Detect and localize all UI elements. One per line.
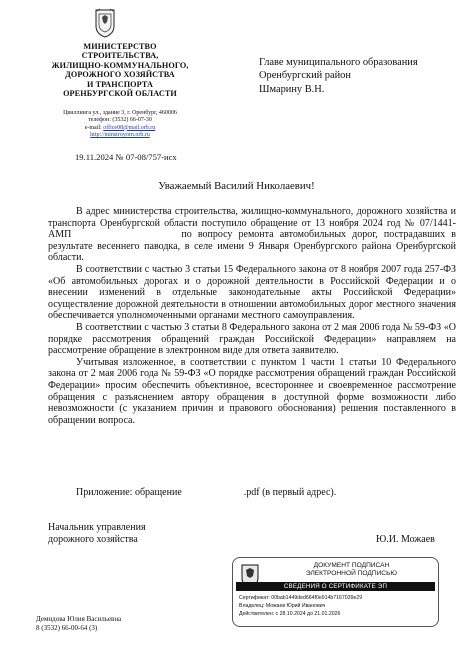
ministry-line: ЖИЛИЩНО-КОММУНАЛЬНОГО, bbox=[51, 60, 189, 70]
attachment-label: Приложение: обращение bbox=[76, 487, 182, 498]
addressee-block bbox=[259, 56, 418, 96]
addressee-line: Оренбургский район bbox=[259, 70, 351, 82]
ministry-line: ДОРОЖНОГО ХОЗЯЙСТВА bbox=[65, 70, 175, 80]
paragraph-1 bbox=[48, 206, 456, 264]
executor-phone: 8 (3532) 66-00-64 (3) bbox=[36, 624, 98, 632]
website-link[interactable]: http://minstroyorn.orb.ru bbox=[90, 131, 150, 138]
ministry-line: СТРОИТЕЛЬСТВА, bbox=[81, 51, 159, 61]
attachment-suffix: .pdf (в первый адрес). bbox=[243, 487, 337, 498]
executor-name: Демидова Юлия Васильевна bbox=[36, 615, 122, 623]
ministry-email-row bbox=[40, 125, 200, 132]
greeting: Уважаемый Василий Николаевич! bbox=[158, 180, 315, 192]
stamp-title bbox=[269, 562, 434, 578]
ministry-contacts bbox=[40, 110, 200, 139]
ministry-line: И ТРАНСПОРТА bbox=[86, 79, 154, 89]
stamp-certificate-bar: СВЕДЕНИЯ О СЕРТИФИКАТЕ ЭП bbox=[236, 582, 435, 591]
position-line: дорожного хозяйства bbox=[48, 534, 138, 546]
paragraph-2: В соответствии с частью 3 статьи 15 Федерального закона от 8 ноября 2007 года 257-ФЗ «Об автомобильных дорогах и о дорожной деятельности в Российской Федерации и о внесении изменений в отдельные законодательные акты Российской Федерации» осуществление дорожной деятельности в отношении автомобильных дорог местного значения обеспечивается уполномоченными органами местного самоуправления. bbox=[48, 263, 456, 322]
attachment-line bbox=[76, 487, 336, 498]
stamp-validity: Действителен: с 28.10.2024 до 21.01.2026 bbox=[239, 611, 341, 618]
executor-info bbox=[36, 615, 121, 633]
addressee-line: Шмарину В.Н. bbox=[259, 83, 325, 95]
signatory-name: Ю.И. Можаев bbox=[376, 534, 435, 545]
ministry-name bbox=[28, 42, 212, 98]
stamp-details bbox=[239, 594, 435, 619]
position-line: Начальник управления bbox=[48, 522, 146, 533]
paragraph-1-start: В адрес министерства строительства, жилищно-коммунального, дорожного хозяйства и транспорта Оренбургской области поступило обращение от 13 ноября 2024 год № 07/1441-АМП bbox=[48, 206, 456, 241]
email-label: e-mail: bbox=[84, 124, 104, 131]
ministry-line: МИНИСТЕРСТВО bbox=[83, 42, 157, 51]
paragraph-1-end: по вопросу ремонта автомобильных дорог, пострадавших в результате весеннего паводка, в селе имени 9 Января Оренбургского района Оренбургской области. bbox=[48, 229, 456, 264]
ministry-line: ОРЕНБУРГСКОЙ ОБЛАСТИ bbox=[63, 89, 177, 99]
stamp-title-line: ДОКУМЕНТ ПОДПИСАН bbox=[313, 562, 390, 569]
ministry-phone: телефон: (3532) 66-07-30 bbox=[88, 117, 152, 124]
registration-number: 19.11.2024 № 07-08/757-исх bbox=[75, 152, 177, 162]
letter-body bbox=[48, 206, 456, 426]
paragraph-4: Учитывая изложенное, в соответствии с пунктом 1 части 1 статьи 10 Федерального закона от 2 мая 2006 года № 59-ФЗ «О порядке рассмотрения обращений граждан Российской Федерации» просим обеспечить объективное, всестороннее и своевременное рассмотрение обращения с разъяснением автору обращения в доступной форме возможности либо невозможности (с указанием причин и правового обоснования) решения поставленного в обращении вопроса. bbox=[48, 356, 456, 426]
signatory-position bbox=[48, 522, 146, 547]
email-link[interactable]: office08@mail.orb.ru bbox=[103, 124, 156, 131]
paragraph-3: В соответствии с частью 3 статьи 8 Федерального закона от 2 мая 2006 года № 59-ФЗ «О порядке рассмотрения обращений граждан Российской Федерации» направляем на рассмотрение обращение в электронном виде для ответа заявителю. bbox=[48, 321, 456, 357]
stamp-title-line: ЭЛЕКТРОННОЙ ПОДПИСЬЮ bbox=[305, 570, 398, 577]
stamp-certificate: Сертификат: 00bab1449ded664f0e914b7167039e29 bbox=[239, 595, 363, 601]
electronic-signature-stamp bbox=[232, 557, 439, 627]
ministry-address: Цвиллинга ул., здание 3, г. Оренбург, 460006 bbox=[63, 110, 177, 116]
coat-of-arms-emblem bbox=[94, 8, 116, 38]
stamp-owner: Владелец: Можаев Юрий Иванович bbox=[239, 603, 326, 610]
addressee-line: Главе муниципального образования bbox=[259, 57, 418, 68]
